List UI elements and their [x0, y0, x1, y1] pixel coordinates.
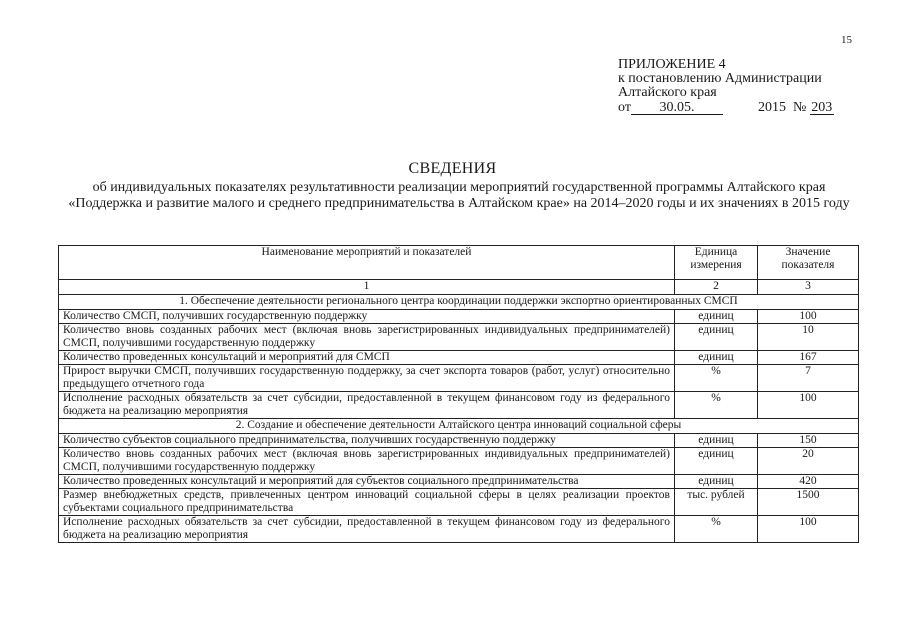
column-number: 3: [758, 280, 859, 295]
table-row: [59, 324, 859, 351]
table-row: [59, 351, 859, 365]
section-title: 1. Обеспечение деятельности регионального центра координации поддержки экспортно ориентированных СМСП: [59, 295, 859, 310]
decree-year: 2015: [757, 100, 786, 115]
indicator-unit: единиц: [675, 475, 758, 489]
document-title: СВЕДЕНИЯ: [408, 160, 497, 177]
indicator-value: 100: [758, 516, 859, 543]
decree-number: 203: [811, 100, 833, 115]
number-prefix: №: [792, 100, 807, 115]
header-name: Наименование мероприятий и показателей: [59, 246, 675, 280]
table-row: [59, 310, 859, 324]
appendix-line-2: Алтайского края: [618, 85, 717, 100]
indicator-name: Количество проведенных консультаций и мероприятий для субъектов социального предпринимательства: [59, 475, 675, 489]
page-number: 15: [841, 34, 852, 46]
indicator-name: Количество проведенных консультаций и мероприятий для СМСП: [59, 351, 675, 365]
table-row: [59, 392, 859, 419]
decree-date: 30.05.: [631, 101, 723, 115]
table-row: [59, 434, 859, 448]
column-number: 1: [59, 280, 675, 295]
header-unit: Единица измерения: [675, 246, 758, 280]
indicator-unit: единиц: [675, 434, 758, 448]
indicator-name: Количество вновь созданных рабочих мест (включая вновь зарегистрированных индивидуальных предпринимателей) СМСП, получившими государственную поддержку: [59, 324, 675, 351]
indicator-name: Количество субъектов социального предпринимательства, получивших государственную поддержку: [59, 434, 675, 448]
column-number-row: [59, 280, 859, 295]
indicator-name: Размер внебюджетных средств, привлеченных центром инноваций социальной сферы в целях реализации проектов субъектами социального предпринимательства: [59, 489, 675, 516]
appendix-title: ПРИЛОЖЕНИЕ 4: [618, 57, 726, 72]
indicator-name: Исполнение расходных обязательств за счет субсидии, предоставленной в текущем финансовом году из федерального бюджета на реализацию мероприятия: [59, 516, 675, 543]
appendix-line-1: к постановлению Администрации: [618, 71, 822, 86]
table-row: [59, 475, 859, 489]
indicator-value: 167: [758, 351, 859, 365]
indicator-unit: единиц: [675, 310, 758, 324]
indicator-unit: единиц: [675, 351, 758, 365]
indicator-value: 10: [758, 324, 859, 351]
indicator-name: Исполнение расходных обязательств за счет субсидии, предоставленной в текущем финансовом году из федерального бюджета на реализацию мероприятия: [59, 392, 675, 419]
table-row: [59, 516, 859, 543]
header-value: Значение показателя: [758, 246, 859, 280]
indicator-value: 1500: [758, 489, 859, 516]
indicator-unit: %: [675, 365, 758, 392]
document-subtitle: об индивидуальных показателях результативности реализации мероприятий государственной программы Алтайского края «Поддержка и развитие малого и среднего предпринимательства в Алтайском крае» на 2014–2020 годы и их значениях в 2015 году: [68, 180, 850, 211]
section-title: 2. Создание и обеспечение деятельности Алтайского центра инноваций социальной сферы: [59, 419, 859, 434]
indicator-value: 7: [758, 365, 859, 392]
indicator-unit: единиц: [675, 448, 758, 475]
appendix-block: [618, 58, 834, 115]
indicator-unit: %: [675, 392, 758, 419]
indicator-value: 150: [758, 434, 859, 448]
appendix-date-line: [618, 101, 834, 115]
indicator-unit: %: [675, 516, 758, 543]
column-number: 2: [675, 280, 758, 295]
indicator-value: 100: [758, 310, 859, 324]
indicator-name: Количество СМСП, получивших государственную поддержку: [59, 310, 675, 324]
date-prefix: от: [618, 100, 631, 115]
indicator-value: 20: [758, 448, 859, 475]
table-header-row: [59, 246, 859, 280]
indicator-value: 100: [758, 392, 859, 419]
table-row: [59, 448, 859, 475]
indicator-unit: единиц: [675, 324, 758, 351]
indicator-value: 420: [758, 475, 859, 489]
table-row: [59, 489, 859, 516]
indicators-table: [58, 245, 859, 543]
section-row: [59, 295, 859, 310]
indicator-name: Количество вновь созданных рабочих мест (включая вновь зарегистрированных индивидуальных предпринимателей) СМСП, получившими государственную поддержку: [59, 448, 675, 475]
table-row: [59, 365, 859, 392]
indicator-unit: тыс. рублей: [675, 489, 758, 516]
indicator-name: Прирост выручки СМСП, получивших государственную поддержку, за счет экспорта товаров (работ, услуг) относительно предыдущего отчетного года: [59, 365, 675, 392]
section-row: [59, 419, 859, 434]
